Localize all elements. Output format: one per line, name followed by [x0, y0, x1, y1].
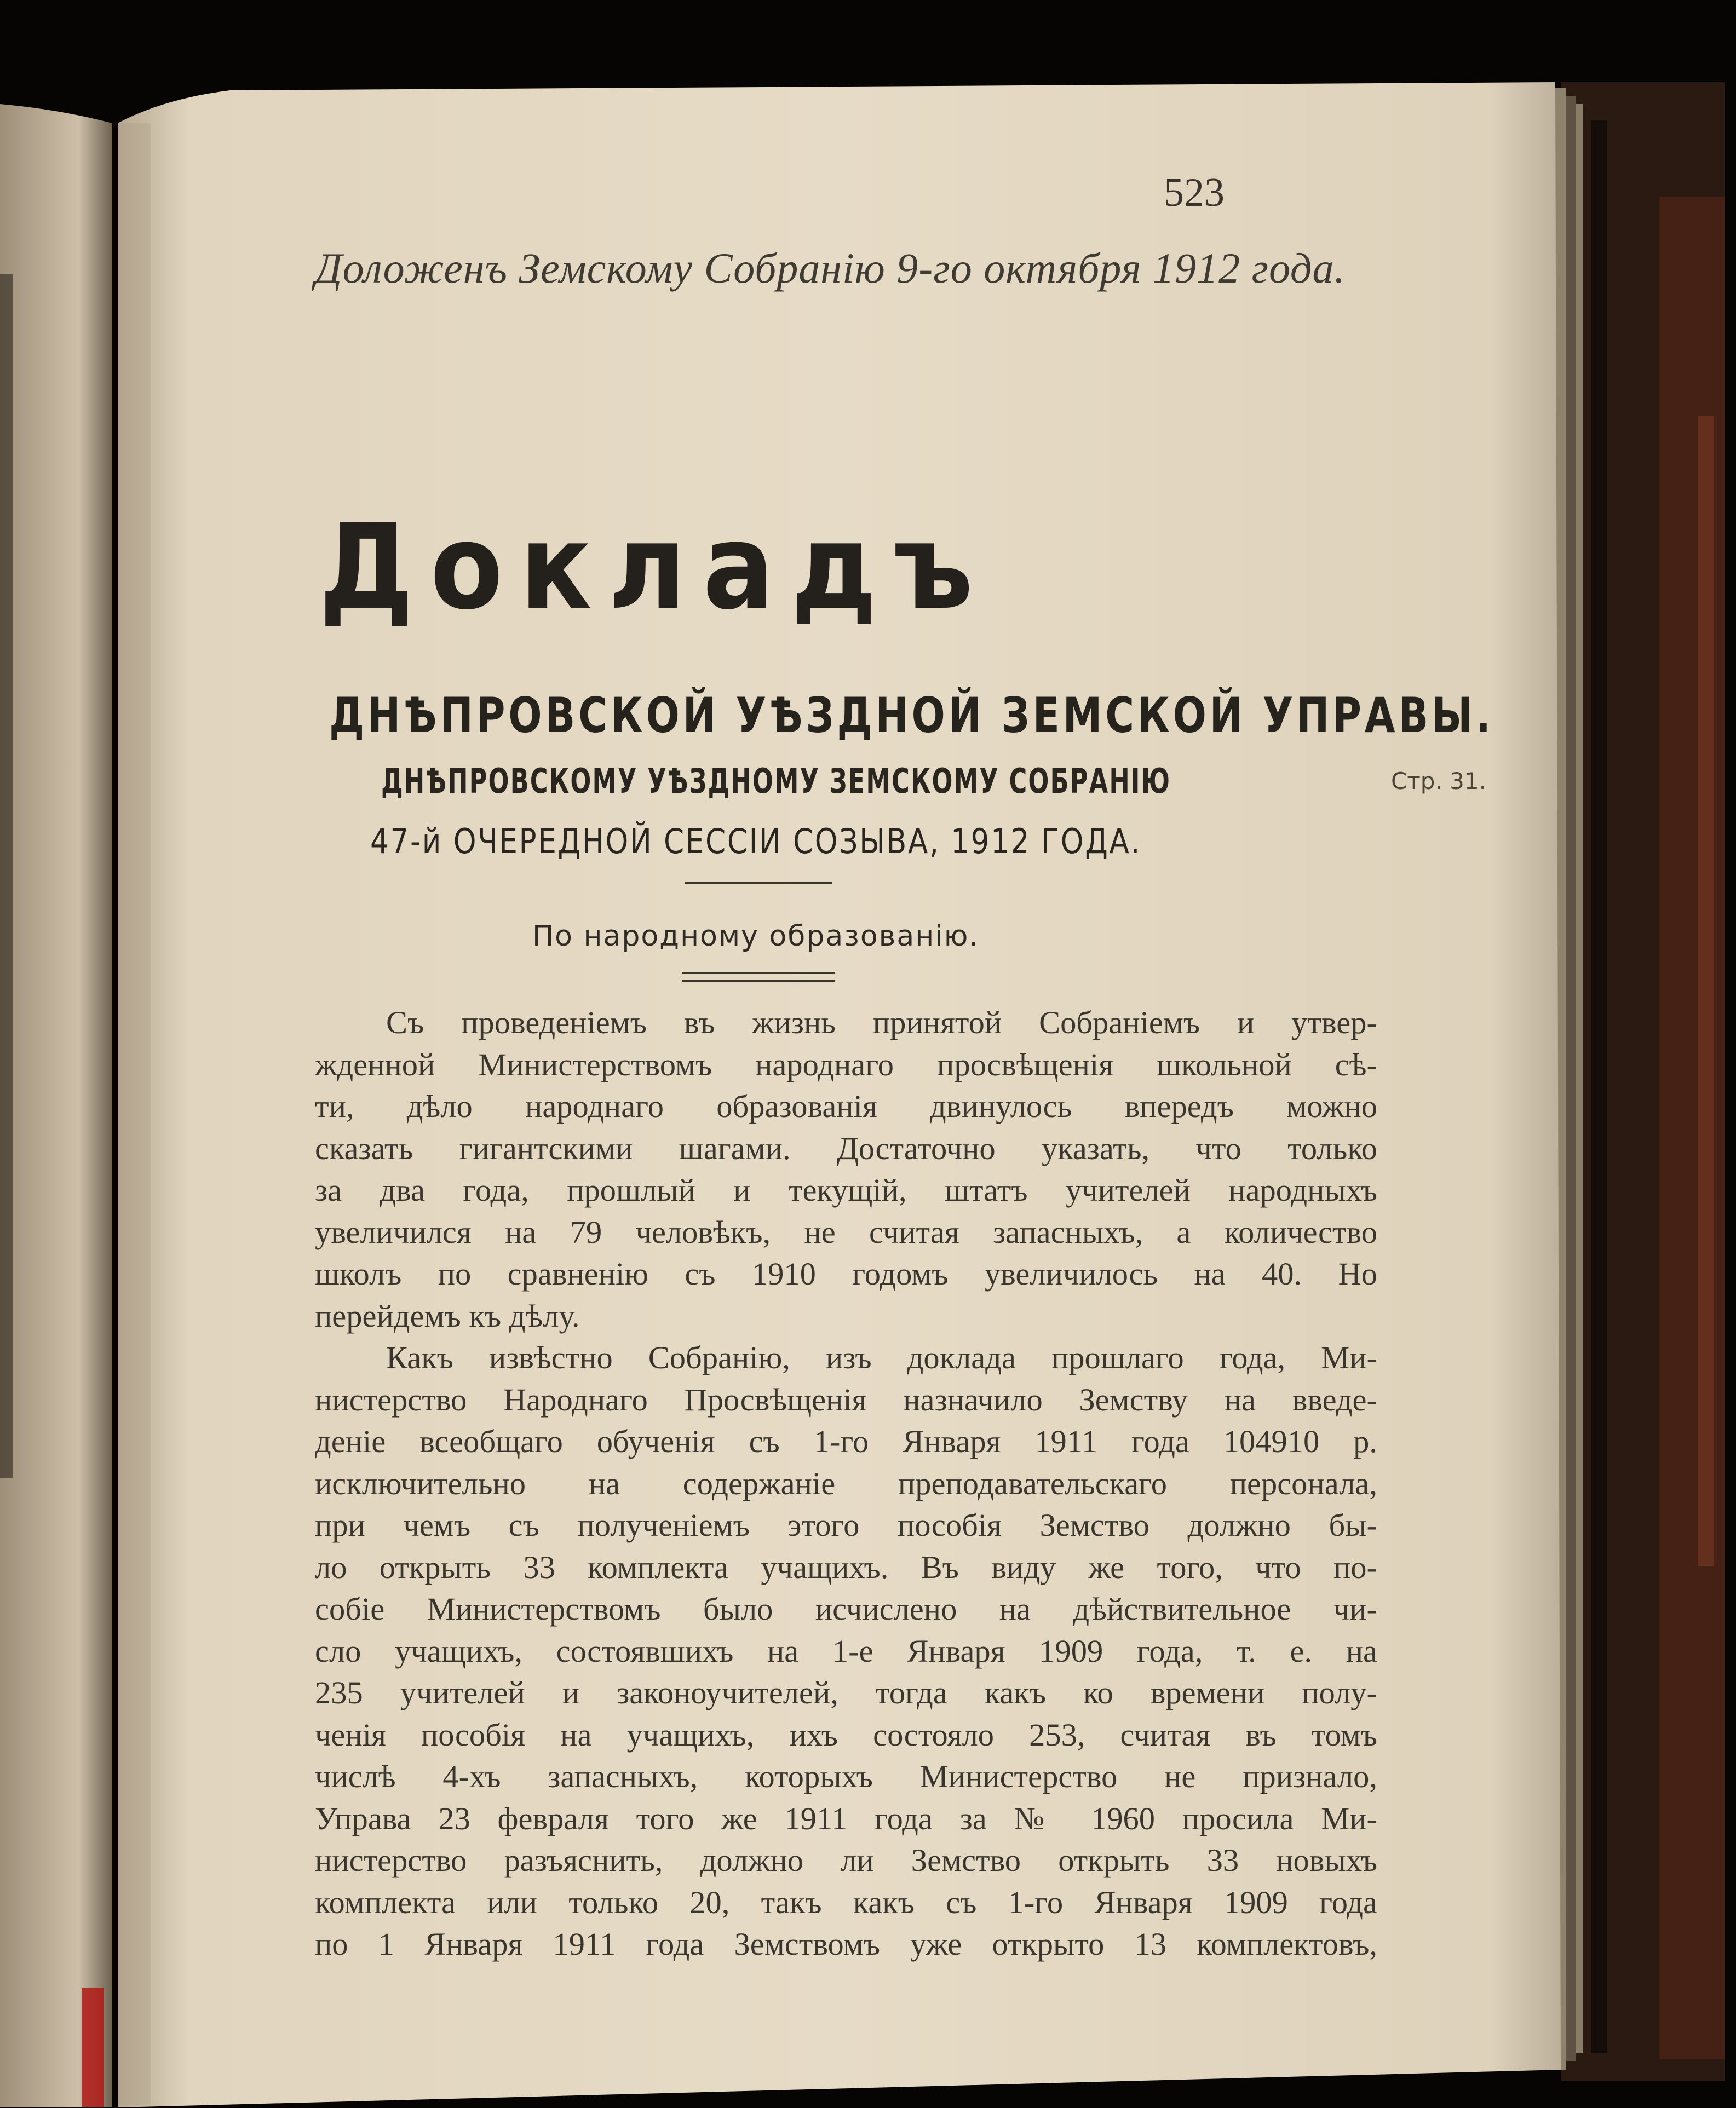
text-line: деніе всеобщаго обученія съ 1-го Января 1911 года 104910 р.: [315, 1424, 1377, 1459]
margin-note: Стр. 31.: [1391, 768, 1486, 794]
text-line: сло учащихъ, состоявшихъ на 1-е Января 1909 года, т. е. на: [315, 1633, 1377, 1669]
report-subtitle: ДНѢПРОВСКОЙ УѢЗДНОЙ ЗЕМСКОЙ УПРАВЫ.: [329, 687, 1494, 744]
text-line: ло открыть 33 комплекта учащихъ. Въ виду же того, что по-: [315, 1549, 1377, 1585]
text-line: за два года, прошлый и текущій, штатъ учителей народныхъ: [315, 1172, 1377, 1208]
text-line: собіе Министерствомъ было исчислено на дѣйствительное чи-: [315, 1591, 1377, 1627]
text-line: Управа 23 февраля того же 1911 года за № 1960 просила Ми-: [315, 1800, 1377, 1836]
text-line: ченія пособія на учащихъ, ихъ состояло 253, считая въ томъ: [315, 1717, 1377, 1753]
text-line: ти, дѣло народнаго образованія двинулось впередъ можно: [315, 1088, 1377, 1124]
page-number: 523: [1164, 170, 1225, 215]
section-divider-bottom: [682, 980, 835, 982]
text-line: исключительно на содержаніе преподавательскаго персонала,: [315, 1465, 1377, 1501]
text-line: Съ проведеніемъ въ жизнь принятой Собраніемъ и утвер-: [386, 1005, 1377, 1040]
text-line: нистерство Народнаго Просвѣщенія назначило Земству на введе-: [315, 1381, 1377, 1418]
text-line: школъ по сравненію съ 1910 годомъ увеличилось на 40. Но: [315, 1256, 1377, 1292]
text-line: увеличился на 79 человѣкъ, не считая запасныхъ, а количество: [315, 1214, 1377, 1250]
report-session: 47-й ОЧЕРЕДНОЙ СЕССІИ СОЗЫВА, 1912 ГОДА.: [370, 821, 1142, 861]
body-text: [315, 1002, 1377, 1966]
presented-note: Доложенъ Земскому Собранію 9-го октября 1912 года.: [315, 244, 1346, 292]
text-line: комплекта или только 20, такъ какъ съ 1-го Января 1909 года: [315, 1884, 1377, 1920]
text-line: Какъ извѣстно Собранію, изъ доклада прошлаго года, Ми-: [386, 1340, 1377, 1375]
left-page-edge: [0, 104, 112, 2107]
text-line: 235 учителей и законоучителей, тогда какъ ко времени полу-: [315, 1675, 1377, 1710]
text-line: нистерство разъяснить, должно ли Земство открыть 33 новыхъ: [315, 1842, 1377, 1878]
title-divider: [685, 882, 832, 884]
section-divider-top: [682, 972, 835, 974]
text-line: при чемъ съ полученіемъ этого пособія Земство должно бы-: [315, 1507, 1377, 1543]
section-title: По народному образованію.: [532, 920, 979, 953]
text-line: сказать гигантскими шагами. Достаточно указать, что только: [315, 1130, 1377, 1166]
text-line: жденной Министерствомъ народнаго просвѣщенія школьной сѣ-: [315, 1046, 1377, 1082]
document-page: [120, 82, 1550, 2108]
text-line: числѣ 4-хъ запасныхъ, которыхъ Министерство не признало,: [315, 1759, 1377, 1794]
report-addressee: ДНѢПРОВСКОМУ УѢЗДНОМУ ЗЕМСКОМУ СОБРАНІЮ: [381, 761, 1171, 801]
report-title: Докладъ: [319, 498, 990, 636]
text-line: перейдемъ къ дѣлу.: [315, 1298, 580, 1334]
text-line: по 1 Января 1911 года Земствомъ уже открыто 13 комплектовъ,: [315, 1926, 1377, 1962]
